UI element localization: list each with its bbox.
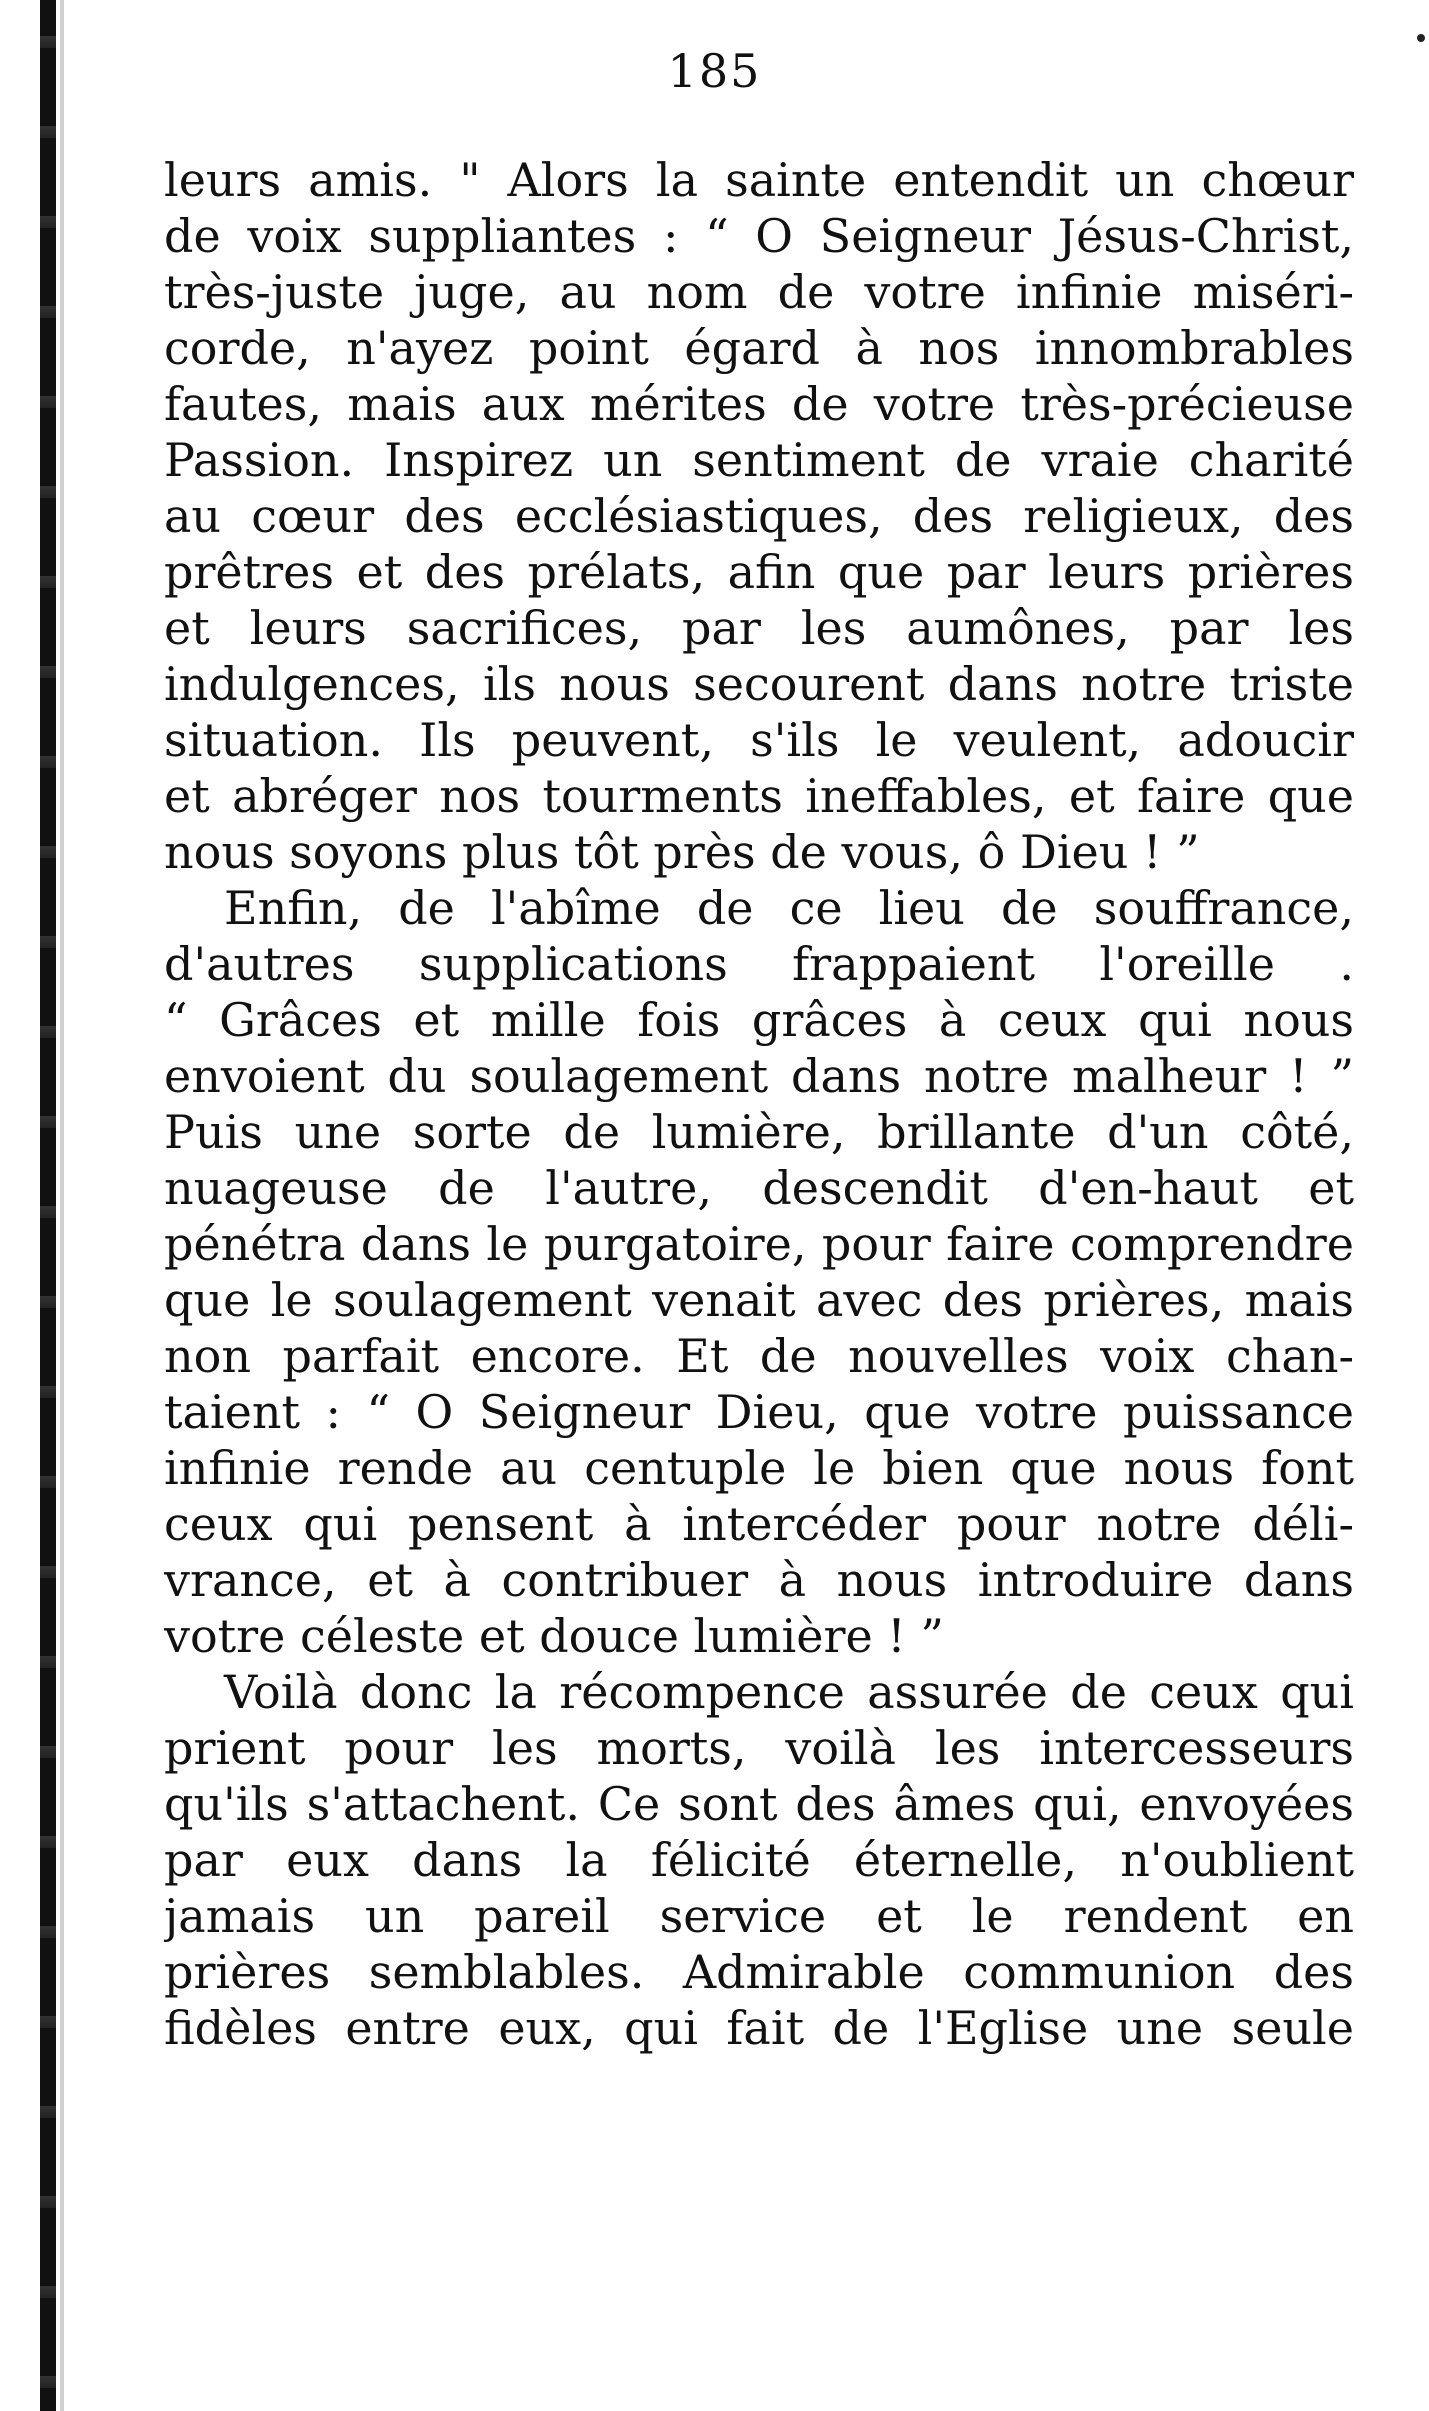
text-line: qu'ils s'attachent. Ce sont des âmes qui, envoyées xyxy=(164,1777,1354,1831)
text-line: prêtres et des prélats, afin que par leurs prières xyxy=(164,545,1354,599)
text-line: ceux qui pensent à intercéder pour notre déli- xyxy=(164,1497,1354,1551)
text-line: fidèles entre eux, qui fait de l'Eglise une seule xyxy=(164,2001,1354,2055)
text-line: et leurs sacrifices, par les aumônes, par les xyxy=(164,601,1354,655)
text-line: jamais un pareil service et le rendent en xyxy=(164,1889,1354,1943)
text-line: leurs amis. " Alors la sainte entendit un chœur xyxy=(164,153,1354,207)
book-text xyxy=(164,152,1354,2056)
text-line: situation. Ils peuvent, s'ils le veulent, adoucir xyxy=(164,713,1354,767)
text-line: nous soyons plus tôt près de vous, ô Dieu ! ” xyxy=(164,825,1200,879)
text-line: pénétra dans le purgatoire, pour faire comprendre xyxy=(164,1217,1354,1271)
text-line: très-juste juge, au nom de votre infinie miséri- xyxy=(164,265,1354,319)
text-line: nuageuse de l'autre, descendit d'en-haut et xyxy=(164,1161,1354,1215)
text-line: que le soulagement venait avec des prières, mais xyxy=(164,1273,1354,1327)
page-number: 185 xyxy=(667,44,762,98)
text-line: corde, n'ayez point égard à nos innombrables xyxy=(164,321,1354,375)
text-line: taient : “ O Seigneur Dieu, que votre puissance xyxy=(164,1385,1354,1439)
text-line: de voix suppliantes : “ O Seigneur Jésus-Christ, xyxy=(164,209,1354,263)
text-line: d'autres supplications frappaient l'oreille . xyxy=(164,937,1354,991)
paragraph-start-line: Enfin, de l'abîme de ce lieu de souffrance, xyxy=(224,881,1354,935)
text-line: fautes, mais aux mérites de votre très-précieuse xyxy=(164,377,1354,431)
scan-speck xyxy=(1417,34,1425,42)
text-line: “ Grâces et mille fois grâces à ceux qui nous xyxy=(164,993,1354,1047)
text-line: prières semblables. Admirable communion des xyxy=(164,1945,1354,1999)
page-binding-edge xyxy=(40,0,56,2411)
text-line: par eux dans la félicité éternelle, n'oublient xyxy=(164,1833,1354,1887)
text-line: prient pour les morts, voilà les intercesseurs xyxy=(164,1721,1354,1775)
text-line: Puis une sorte de lumière, brillante d'un côté, xyxy=(164,1105,1354,1159)
paragraph-start-line: Voilà donc la récompence assurée de ceux qui xyxy=(224,1665,1354,1719)
text-line: votre céleste et douce lumière ! ” xyxy=(164,1609,944,1663)
text-line: envoient du soulagement dans notre malheur ! ” xyxy=(164,1049,1354,1103)
text-line: indulgences, ils nous secourent dans notre triste xyxy=(164,657,1354,711)
text-line: au cœur des ecclésiastiques, des religieux, des xyxy=(164,489,1354,543)
text-line: vrance, et à contribuer à nous introduire dans xyxy=(164,1553,1354,1607)
text-line: non parfait encore. Et de nouvelles voix chan- xyxy=(164,1329,1354,1383)
text-line: Passion. Inspirez un sentiment de vraie charité xyxy=(164,433,1354,487)
page-binding-shadow xyxy=(60,0,64,2411)
text-line: et abréger nos tourments ineffables, et faire que xyxy=(164,769,1354,823)
text-line: infinie rende au centuple le bien que nous font xyxy=(164,1441,1354,1495)
